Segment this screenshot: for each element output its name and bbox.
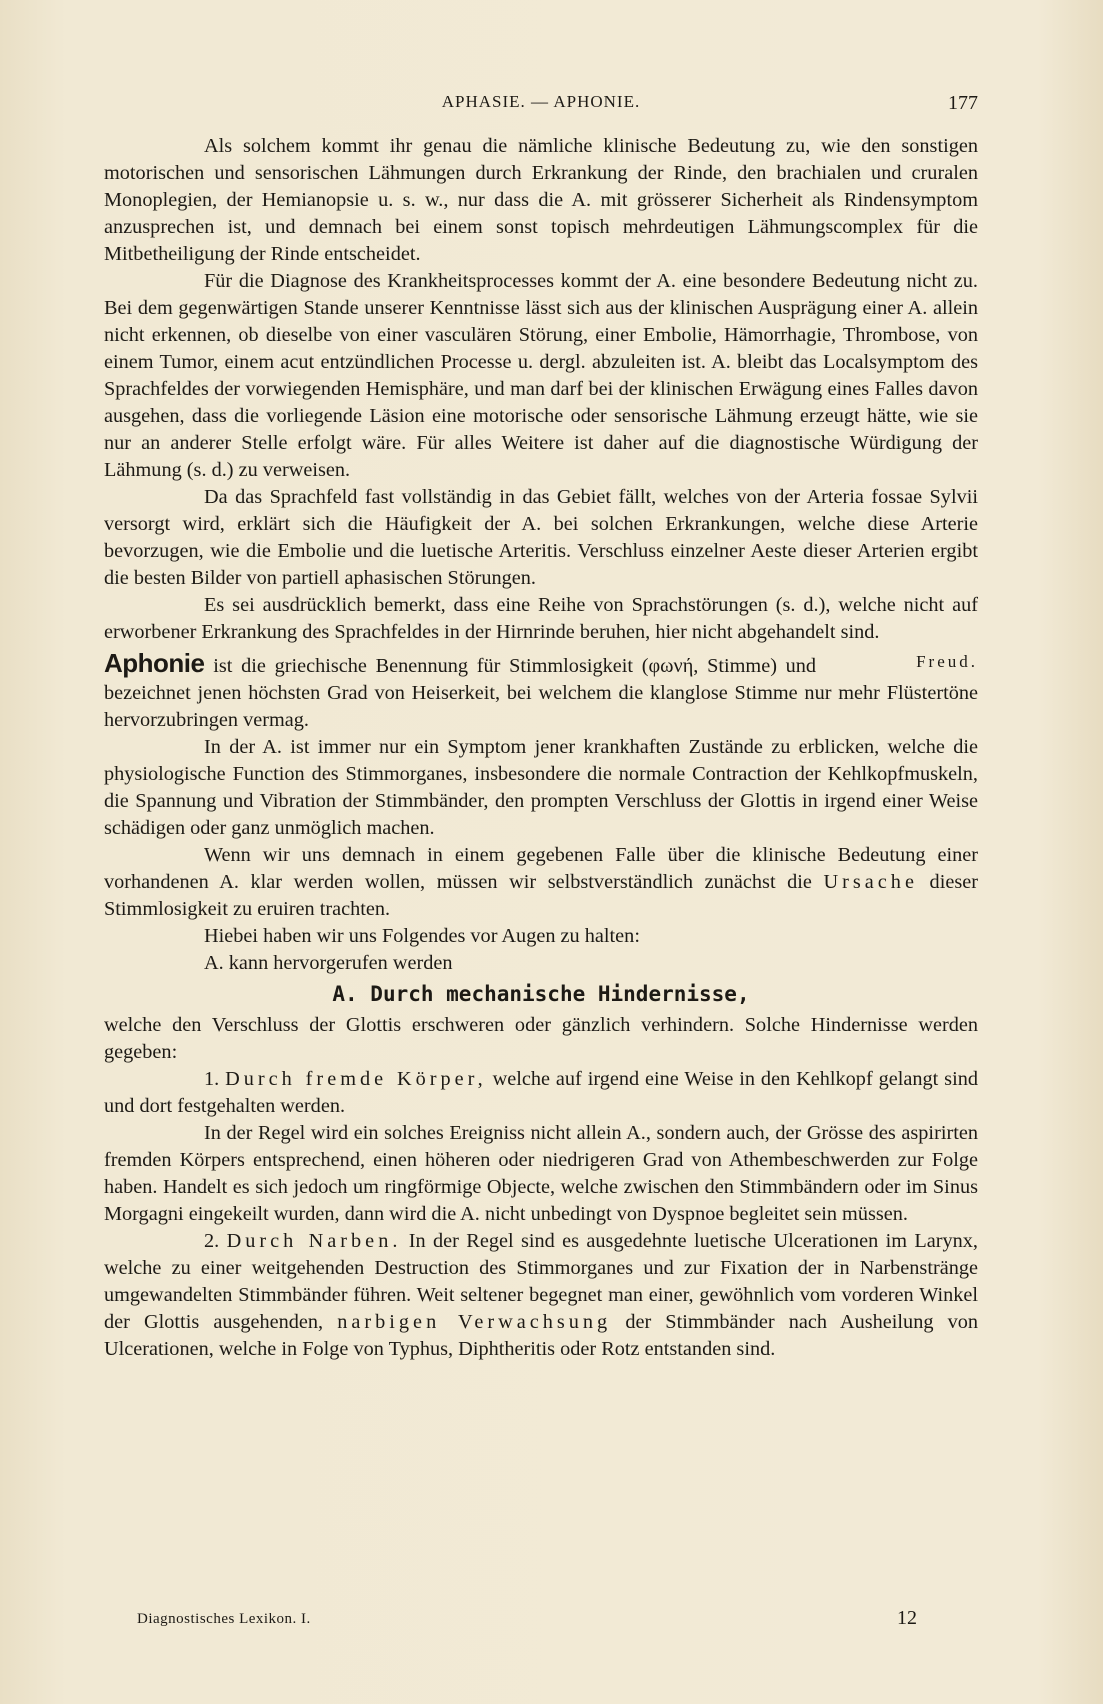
footer-source: Diagnostisches Lexikon. I. bbox=[137, 1611, 311, 1627]
paragraph-text: Es sei ausdrücklich bemerkt, dass eine Reihe von Sprachstörungen (s. d.), welche nicht auf erworbener Erkrankung des Sprachfeldes in der Hirnrinde beruhen, hier nicht abgehandelt sind. bbox=[104, 594, 978, 643]
paragraph: In der A. ist immer nur ein Symptom jener krankhaften Zustände zu erblicken, welche die physiologische Function des Stimmorganes, insbesondere die normale Contraction der Kehlkopfmuskeln, die Spannung und Vibration der Stimmbänder, den prompten Verschluss der Glottis in irgend einer Weise schädigen oder ganz unmöglich machen. bbox=[104, 736, 978, 839]
list-item-text: In der Regel sind es ausgedehnte luetische Ulcerationen im Larynx, welche zu einer weitgehenden Destruction des Stimmorganes und zur Fixation der in Narbenstränge umgewandelten Stimmbänder führen. Weit seltener begegnet man einer, gewöhnlich vom vorderen Winkel der Glottis ausgehenden, bbox=[104, 1230, 978, 1333]
page-header bbox=[104, 92, 978, 118]
paragraph: Da das Sprachfeld fast vollständig in das Gebiet fällt, welches von der Arteria fossae Sylvii versorgt wird, erklärt sich die Häufigkeit der A. bei solchen Erkrankungen, welche diese Arterie bevorzugen, wie die Embolie und die luetische Arteritis. Verschluss einzelner Aeste dieser Arterien ergibt die besten Bilder von partiell aphasischen Störungen. bbox=[104, 486, 978, 589]
paragraph: Als solchem kommt ihr genau die nämliche klinische Bedeutung zu, wie den sonstigen motorischen und sensorischen Lähmungen durch Erkrankung der Rinde, den brachialen und cruralen Monoplegien, der Hemianopsie u. s. w., nur dass die A. mit grösserer Sicherheit als Rindensymptom anzusprechen ist, und demnach bei einem sonst topisch mehrdeutigen Lähmungscomplex für die Mitbetheiligung der Rinde entscheidet. bbox=[104, 135, 978, 265]
running-title: APHASIE. — APHONIE. bbox=[441, 92, 641, 111]
paragraph: A. kann hervorgerufen werden bbox=[204, 952, 453, 974]
signature-mark: 12 bbox=[897, 1607, 917, 1629]
spaced-emphasis: narbigen Verwachsung bbox=[337, 1311, 612, 1333]
list-item bbox=[104, 1228, 978, 1363]
entry-headword: Aphonie bbox=[104, 648, 205, 678]
section-heading: A. Durch mechanische Hindernisse, bbox=[332, 982, 750, 1006]
list-number: 1. bbox=[204, 1068, 220, 1090]
list-item-title: Durch Narben. bbox=[226, 1230, 402, 1252]
author-signature: Freud. bbox=[916, 652, 978, 671]
paragraph: welche den Verschluss der Glottis erschweren oder gänzlich verhindern. Solche Hindernisse werden gegeben: bbox=[104, 1014, 978, 1063]
spaced-emphasis: Ursache bbox=[823, 871, 918, 893]
list-item-text: der Stimmbänder nach Ausheilung von Ulcerationen, welche in Folge von Typhus, Diphtheritis oder Rotz entstanden sind. bbox=[104, 1311, 978, 1360]
list-number: 2. bbox=[204, 1230, 220, 1252]
paragraph: In der Regel wird ein solches Ereigniss nicht allein A., sondern auch, der Grösse des aspirirten fremden Körpers entsprechend, einen höheren oder niedrigeren Grad von Athembeschwerden zur Folge haben. Handelt es sich jedoch um ringförmige Objecte, welche zwischen den Stimmbändern oder im Sinus Morgagni eingekeilt wurden, dann wird die A. nicht unbedingt von Dyspnoe begleitet sein müssen. bbox=[104, 1122, 978, 1225]
list-item-title: Durch fremde Körper, bbox=[225, 1068, 487, 1090]
page-number: 177 bbox=[948, 92, 978, 114]
page-body bbox=[104, 133, 978, 1363]
entry-definition: ist die griechische Benennung für Stimmlosigkeit (φωνή, Stimme) und bezeichnet jenen höchsten Grad von Heiserkeit, bei welchem die klanglose Stimme nur mehr Flüstertöne hervorzubringen vermag. bbox=[104, 655, 978, 731]
paragraph-text: Wenn wir uns demnach in einem gegebenen Falle über die klinische Bedeutung einer vorhandenen A. klar werden wollen, müssen wir selbstverständlich zunächst die bbox=[104, 844, 978, 893]
list-item bbox=[104, 1066, 978, 1120]
paragraph-text: dieser Stimmlosigkeit zu eruiren trachten. bbox=[104, 871, 978, 920]
paragraph: Für die Diagnose des Krankheitsprocesses kommt der A. eine besondere Bedeutung nicht zu. Bei dem gegenwärtigen Stande unserer Kenntnisse lässt sich aus der klinischen Ausprägung einer A. allein nicht erkennen, ob dieselbe von einer vasculären Störung, einer Embolie, Hämorrhagie, Thrombose, von einem Tumor, einem acut entzündlichen Processe u. dergl. abzuleiten ist. A. bleibt das Localsymptom des Sprachfeldes der vorwiegenden Hemisphäre, und man darf bei der klinischen Erwägung eines Falles davon ausgehen, dass die vorliegende Läsion eine motorische oder sensorische Lähmung erzeugt hätte, wie sie nur an anderer Stelle erfolgt wäre. Für alles Weitere ist daher auf die diagnostische Würdigung der Lähmung (s. d.) zu verweisen. bbox=[104, 270, 978, 481]
paragraph: Hiebei haben wir uns Folgendes vor Augen zu halten: bbox=[204, 925, 640, 947]
paragraph bbox=[104, 842, 978, 923]
list-item-text: welche auf irgend eine Weise in den Kehlkopf gelangt sind und dort festgehalten werden. bbox=[104, 1068, 978, 1117]
page-footer bbox=[137, 1607, 917, 1631]
